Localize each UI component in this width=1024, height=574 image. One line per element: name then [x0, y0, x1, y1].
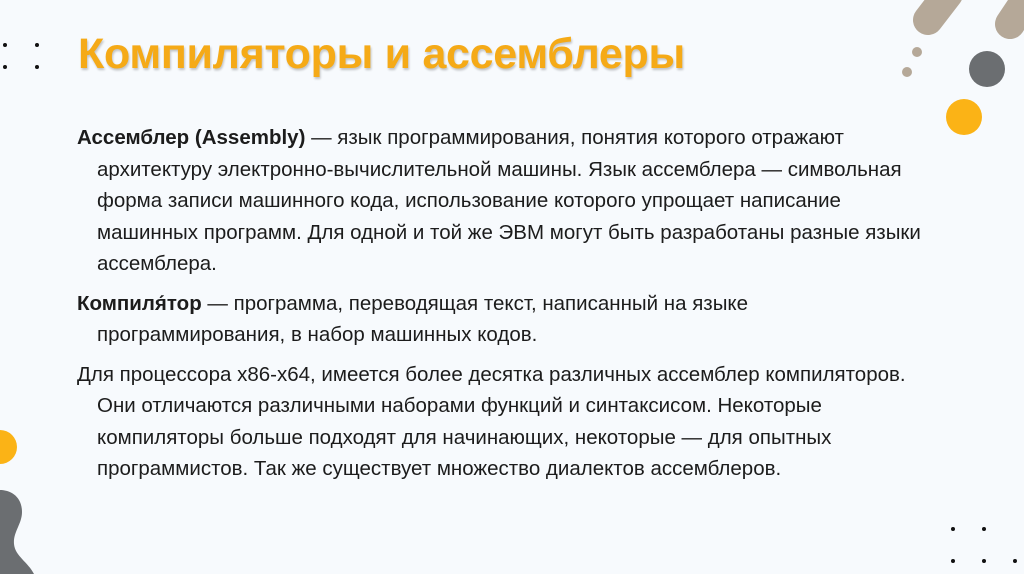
- grey-circle-icon: [968, 50, 1006, 88]
- dot-icon: [35, 65, 39, 69]
- dot-icon: [951, 559, 955, 563]
- dot-icon: [35, 43, 39, 47]
- term-assembler: Ассемблер (Assembly): [77, 126, 306, 149]
- paragraph-assembler: [77, 122, 927, 280]
- paragraph-x86-compilers: [77, 359, 927, 485]
- definition-assembler: — язык программирования, понятия которого отражают архитектуру электронно-вычислительной машины. Язык ассемблера — символьная форма записи машинного кода, использование которого упрощает написание машинных программ. Для одной и той же ЭВМ могут быть разработаны разные языки ассемблера.: [97, 126, 921, 275]
- yellow-half-circle-icon: [0, 428, 20, 466]
- grey-blob-icon: [0, 490, 40, 574]
- dot-icon: [951, 527, 955, 531]
- tan-small-dots-icon: [898, 40, 928, 80]
- dot-icon: [1013, 559, 1017, 563]
- slide-body: [77, 122, 927, 493]
- definition-compiler: — программа, переводящая текст, написанный на языке программирования, в набор машинных кодов.: [97, 291, 749, 346]
- paragraph-compiler: [77, 288, 927, 351]
- dot-icon: [982, 559, 986, 563]
- yellow-circle-icon: [945, 98, 983, 136]
- text-x86-compilers: Для процессора x86-x64, имеется более десятка различных ассемблер компиляторов. Они отличаются различными наборами функций и синтаксисом. Некоторые компиляторы больше подходят для начинающих, некоторые — для опытных программистов. Так же существует множество диалектов ассемблеров.: [77, 362, 906, 480]
- term-compiler: Компиля́тор: [77, 291, 202, 315]
- dot-icon: [982, 527, 986, 531]
- slide-title: Компиляторы и ассемблеры: [78, 30, 685, 78]
- dot-icon: [3, 43, 7, 47]
- dot-icon: [3, 65, 7, 69]
